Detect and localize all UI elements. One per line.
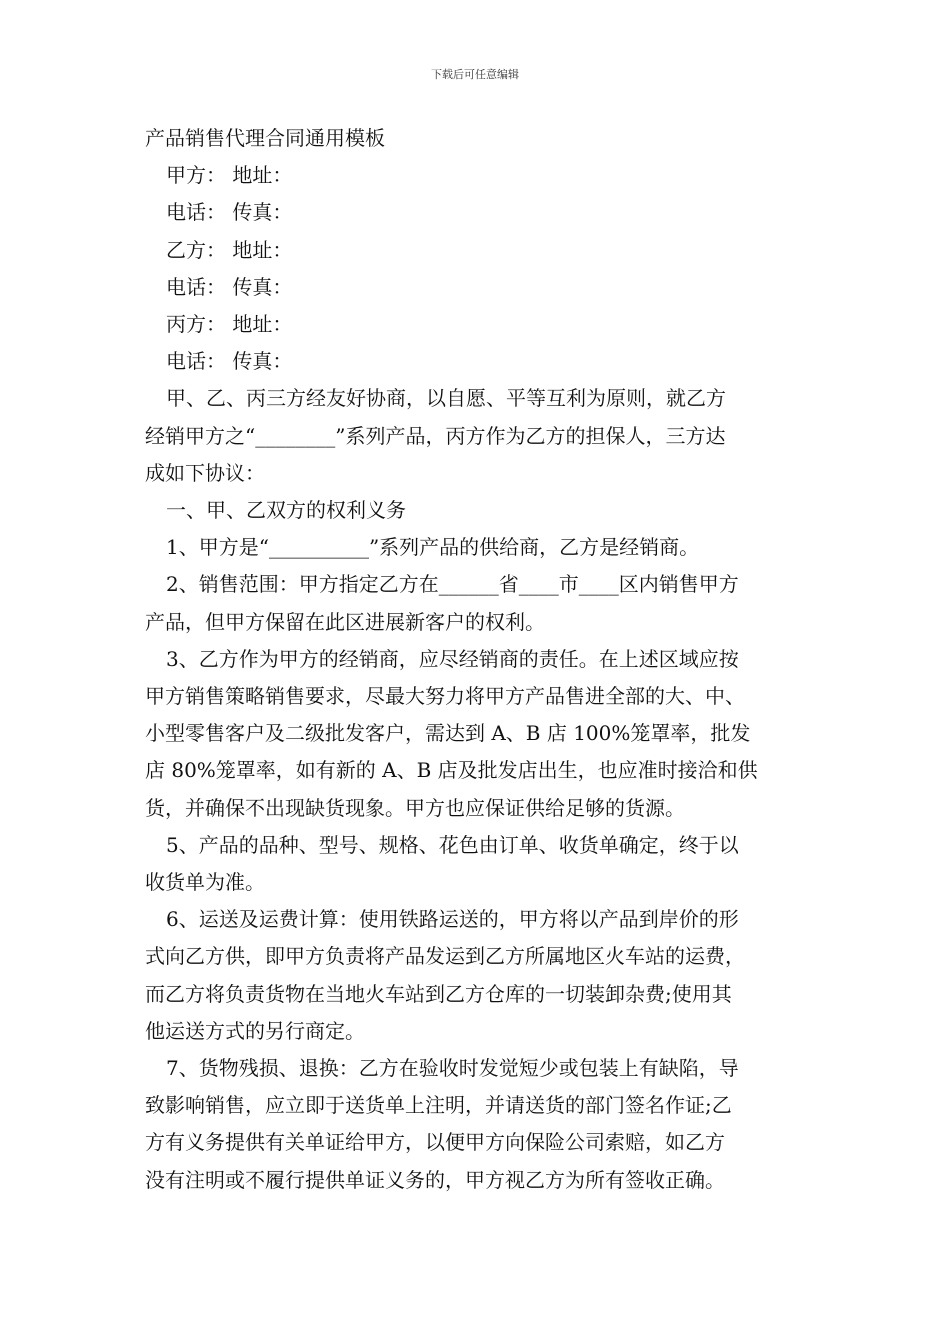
clause-2-line: 产品，但甲方保留在此区进展新客户的权利。 [145,609,545,634]
clause-1: 1、甲方是“__________”系列产品的供给商，乙方是经销商。 [166,535,700,560]
clause-7-line: 7、货物残损、退换：乙方在验收时发觉短少或包装上有缺陷，导 [166,1056,739,1081]
clause-3-line: 甲方销售策略销售要求，尽最大努力将甲方产品售进全部的大、中、 [145,684,745,709]
party-b-address-line: 乙方： 地址： [166,237,293,262]
party-a-phone-line: 电话： 传真： [166,200,293,225]
clause-7-line: 没有注明或不履行提供单证义务的，甲方视乙方为所有签收正确。 [145,1167,725,1192]
clause-5-line: 5、产品的品种、型号、规格、花色由订单、收货单确定，终于以 [166,832,739,857]
document-title: 产品销售代理合同通用模板 [145,126,385,150]
clause-3-line: 3、乙方作为甲方的经销商，应尽经销商的责任。在上述区域应按 [166,646,739,671]
party-c-phone-line: 电话： 传真： [166,349,293,374]
clause-6-line: 他运送方式的另行商定。 [145,1018,365,1043]
clause-7-line: 方有义务提供有关单证给甲方，以便甲方向保险公司索赔，如乙方 [145,1130,725,1155]
intro-line: 成如下协议： [145,460,265,485]
page-header-note: 下载后可任意编辑 [431,68,519,81]
clause-5-line: 收货单为准。 [145,870,265,895]
intro-line: 经销甲方之“________”系列产品，丙方作为乙方的担保人，三方达 [145,423,726,448]
clause-6-line: 6、运送及运费计算：使用铁路运送的，甲方将以产品到岸价的形 [166,907,739,932]
clause-3-line: 店 80%笼罩率，如有新的 A、B 店及批发店出生，也应准时接洽和供 [145,758,758,783]
party-b-phone-line: 电话： 传真： [166,274,293,299]
clause-6-line: 而乙方将负责货物在当地火车站到乙方仓库的一切装卸杂费;使用其 [145,981,732,1006]
document-body [145,120,810,1199]
clause-2-line: 2、销售范围：甲方指定乙方在______省____市____区内销售甲方 [166,572,739,597]
clause-6-line: 式向乙方供，即甲方负责将产品发运到乙方所属地区火车站的运费， [145,944,745,969]
clause-3-line: 货，并确保不出现缺货现象。甲方也应保证供给足够的货源。 [145,795,685,820]
section-heading: 一、甲、乙双方的权利义务 [166,498,406,523]
party-c-address-line: 丙方： 地址： [166,312,293,337]
intro-line: 甲、乙、丙三方经友好协商，以自愿、平等互利为原则，就乙方 [166,386,726,411]
clause-3-line: 小型零售客户及二级批发客户，需达到 A、B 店 100%笼罩率，批发 [145,721,751,746]
clause-7-line: 致影响销售，应立即于送货单上注明，并请送货的部门签名作证;乙 [145,1093,732,1118]
party-a-address-line: 甲方： 地址： [166,163,293,188]
